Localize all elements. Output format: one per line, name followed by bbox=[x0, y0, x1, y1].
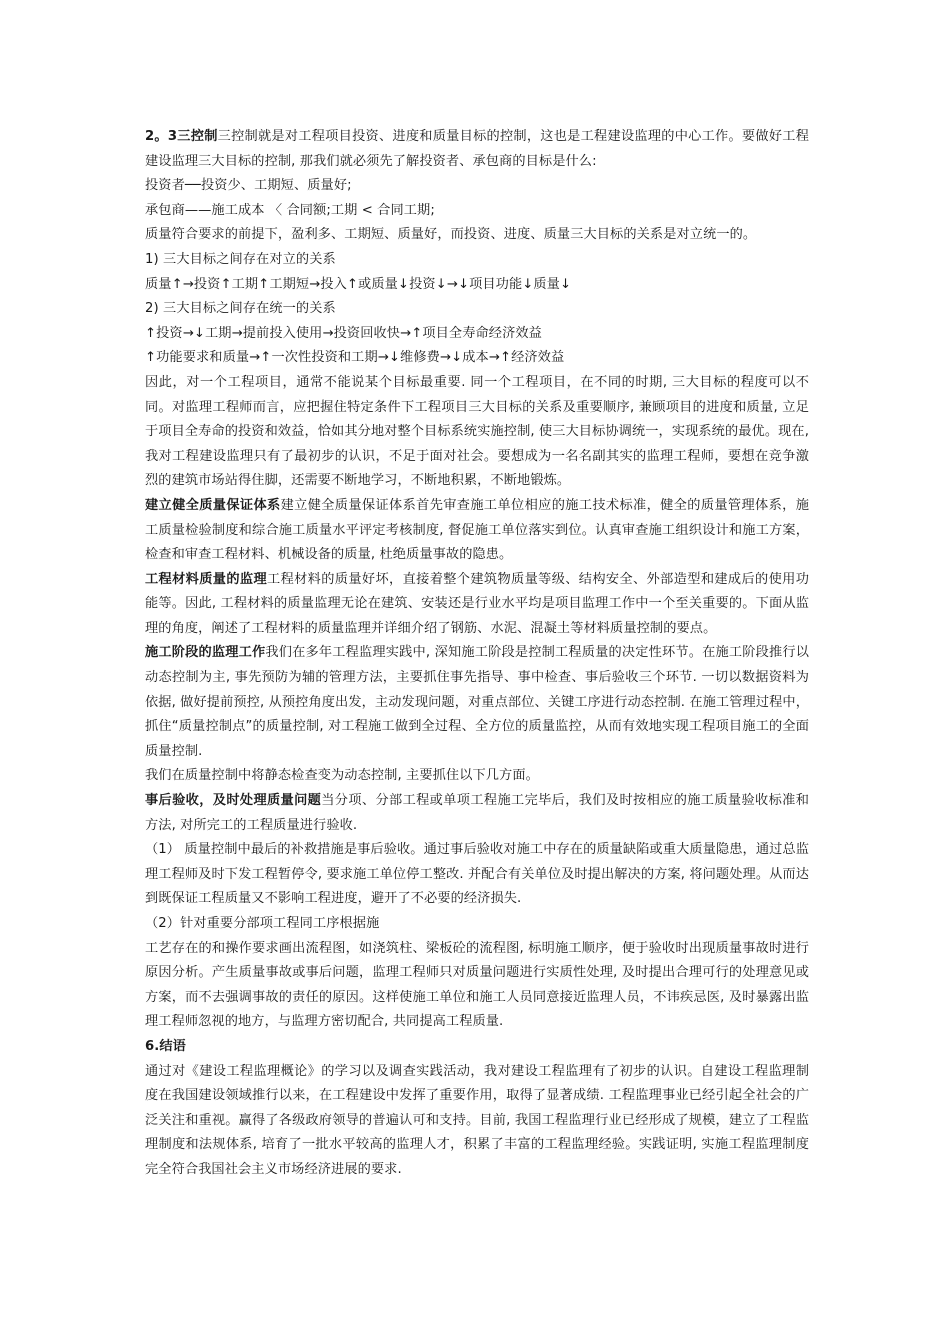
paragraph-process-flow: 工艺存在的和操作要求画出流程图，如浇筑柱、梁板砼的流程图, 标明施工顺序，便于验收时出现质量事故时进行原因分析。产生质量事故或事后问题，监理工程师只对质量问题进行实质性处理, 及时提出合理可行的处理意见或方案，而不去强调事故的责任的原因。这样使施工单位和施工人员同意接近监理人员，不讳疾忌医, 及时暴露出监理工程师忽视的地方，与监理方密切配合, 共同提高工程质量. bbox=[145, 940, 809, 1030]
section-heading: 建立健全质量保证体系 bbox=[145, 497, 281, 513]
paragraph-text: 建立健全质量保证体系首先审查施工单位相应的施工技术标准，健全的质量管理体系，施工质量检验制度和综合施工质量水平评定考核制度, 督促施工单位落实到位。认真审查施工组织设计和施工方案，检查和审查工程材料、机械设备的质量, 杜绝质量事故的隐患。 bbox=[145, 497, 810, 563]
section-heading: 事后验收，及时处理质量问题 bbox=[145, 793, 322, 809]
paragraph-unity-chain-2: ↑功能要求和质量→↑一次性投资和工期→↓维修费→↓成本→↑经济效益 bbox=[145, 350, 565, 366]
paragraph-goal-relation: 质量符合要求的前提下，盈利多、工期短、质量好，而投资、进度、质量三大目标的关系是对立统一的。 bbox=[145, 227, 757, 243]
section-heading-conclusion: 6.结语 bbox=[145, 1038, 186, 1054]
paragraph-opposition-chain: 质量↑→投资↑工期↑工期短→投入↑或质量↓投资↓→↓项目功能↓质量↓ bbox=[145, 276, 572, 292]
paragraph-item-1: （1） 质量控制中最后的补救措施是事后验收。通过事后验收对施工中存在的质量缺陷或重大质量隐患，通过总监理工程师及时下发工程暂停令, 要求施工单位停工整改. 并配合有关单位及时提出解决的方案, 将问题处理。从而达到既保证工程质量又不影响工程进度，避开了不必要的经济损失. bbox=[145, 842, 809, 907]
paragraph-unity-chain-1: ↑投资→↓工期→提前投入使用→投资回收快→↑项目全寿命经济效益 bbox=[145, 325, 542, 341]
paragraph-material-supervision bbox=[145, 568, 809, 642]
paragraph-investor-goal: 投资者──投资少、工期短、质量好; bbox=[145, 178, 352, 194]
paragraph-text: 我们在多年工程监理实践中, 深知施工阶段是控制工程质量的决定性环节。在施工阶段推行以动态控制为主, 事先预防为辅的管理方法，主要抓住事先指导、事中检查、事后验收三个环节. 一切以数据资料为依据, 做好提前预控, 从预控角度出发，主动发现问题，对重点部位、关键工序进行动态控制. 在施工管理过程中，抓住“质量控制点”的质量控制, 对工程施工做到全过程、全方位的质量监控，从而有效地实现工程项目施工的全面质量控制. bbox=[145, 645, 809, 759]
section-heading: 施工阶段的监理工作 bbox=[145, 645, 266, 661]
section-heading: 工程材料质量的监理 bbox=[145, 571, 268, 587]
paragraph-text: 当分项、分部工程或单项工程施工完毕后，我们及时按相应的施工质量验收标准和方法, 对所完工的工程质量进行验收. bbox=[145, 793, 809, 833]
paragraph-contractor-goal: 承包商——施工成本 〈 合同额;工期 < 合同工期; bbox=[145, 202, 435, 218]
paragraph-three-controls bbox=[145, 125, 809, 174]
paragraph-text: 三控制就是对工程项目投资、进度和质量目标的控制，这也是工程建设监理的中心工作。要做好工程建设监理三大目标的控制, 那我们就必须先了解投资者、承包商的目标是什么: bbox=[145, 129, 809, 169]
paragraph-post-acceptance bbox=[145, 789, 809, 838]
paragraph-unity-title: 2) 三大目标之间存在统一的关系 bbox=[145, 301, 336, 317]
paragraph-item-2: （2）针对重要分部项工程同工序根据施 bbox=[145, 916, 380, 931]
paragraph-quality-system bbox=[145, 494, 809, 568]
section-heading: 2。3三控制 bbox=[145, 129, 218, 144]
paragraph-text: 工程材料的质量好坏，直接着整个建筑物质量等级、结构安全、外部造型和建成后的使用功能等。因此, 工程材料的质量监理无论在建筑、安装还是行业水平均是项目监理工作中一个至关重要的。下面从监理的角度，阐述了工程材料的质量监理并详细介绍了钢筋、水泥、混凝土等材料质量控制的要点。 bbox=[145, 571, 809, 636]
paragraph-final: 通过对《建设工程监理概论》的学习以及调查实践活动，我对建设工程监理有了初步的认识。自建设工程监理制度在我国建设领域推行以来，在工程建设中发挥了重要作用，取得了显著成绩. 工程监理事业已经引起全社会的广泛关注和重视。赢得了各级政府领导的普遍认可和支持。目前, 我国工程监理行业已经形成了规模，建立了工程监理制度和法规体系, 培育了一批水平较高的监理人才，积累了丰富的工程监理经验。实践证明, 实施工程监理制度完全符合我国社会主义市场经济进展的要求. bbox=[145, 1063, 809, 1177]
paragraph-opposition-title: 1) 三大目标之间存在对立的关系 bbox=[145, 251, 336, 267]
paragraph-dynamic-control: 我们在质量控制中将静态检查变为动态控制, 主要抓住以下几方面。 bbox=[145, 768, 539, 784]
paragraph-construction-stage bbox=[145, 641, 809, 764]
paragraph-conclusion-goals: 因此，对一个工程项目，通常不能说某个目标最重要. 同一个工程项目，在不同的时期, 三大目标的程度可以不同。对监理工程师而言，应把握住特定条件下工程项目三大目标的关系及重要顺序, 兼顾项目的进度和质量, 立足于项目全寿命的投资和效益，恰如其分地对整个目标系统实施控制, 使三大目标协调统一，实现系统的最优。现在, 我对工程建设监理只有了最初步的认识，不足于面对社会。要想成为一名名副其实的监理工程师，要想在竞争激烈的建筑市场站得住脚，还需要不断地学习，不断地积累，不断地锻炼。 bbox=[145, 374, 809, 489]
document-page bbox=[145, 125, 809, 1183]
